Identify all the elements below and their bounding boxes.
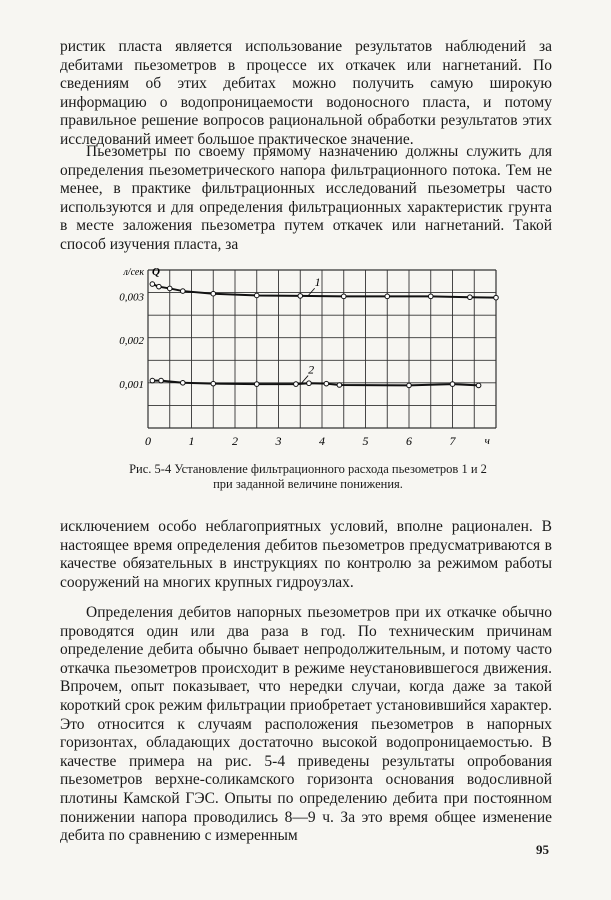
x-tick-label: 0 [145, 434, 151, 448]
series-2-point [324, 381, 329, 386]
figure-caption: Рис. 5-4 Установление фильтрационного расхода пьезометров 1 и 2 при заданной величине понижения. [129, 462, 487, 491]
x-tick-label: 5 [362, 434, 369, 448]
series-2-point [150, 378, 155, 383]
series-1-point [341, 294, 346, 299]
series-1-point [181, 289, 186, 294]
x-tick-label: 2 [232, 434, 238, 448]
series-1-point [157, 284, 162, 289]
figure-5-4-chart [108, 256, 508, 456]
y-unit-label: л/сек [123, 267, 144, 278]
series-1-point [254, 293, 259, 298]
x-tick-label: 7 [449, 434, 456, 448]
series-1-point [167, 286, 172, 291]
series-1-label: 1 [314, 275, 321, 290]
series-2-point [407, 383, 412, 388]
series-2-point [450, 382, 455, 387]
series-1-point [150, 282, 155, 287]
series-2-point [181, 380, 186, 385]
paragraph-3: исключением особо неблагоприятных условий, вполне рационален. В настоящее время определения дебитов пьезометров предусматриваются в качестве обязательных в инструкциях по контролю за режимом работы сооружений на многих крупных гидроузлах. [60, 518, 552, 591]
y-tick-label: 0,002 [119, 335, 144, 348]
series-1-point [494, 295, 499, 300]
series-1-point [211, 291, 216, 296]
series-2-point [294, 382, 299, 387]
paragraph-2: Пьезометры по своему прямому назначению должны служить для определения пьезометрического напора фильтрационного потока. Тем не менее, в практике фильтрационных исследований пьезометры часто используются и для определения фильтрационных характеристик грунта в месте заложения пьезометра путем откачек или нагнетаний. Такой способ изучения пласта, за [60, 143, 552, 253]
x-tick-label: 1 [188, 434, 195, 448]
series-1-point [298, 294, 303, 299]
paragraph-4: Определения дебитов напорных пьезометров при их откачке обычно проводятся один или два раза в год. По техническим причинам определение дебита обычно бывает непродолжительным, и потому часто откачка пьезометров происходит в режиме неустановившегося движения. Впрочем, опыт показывает, что нередки случаи, когда даже за такой короткий срок режим фильтрации приобретает установившийся характер. Это относится к случаям расположения пьезометров в напорных горизонтах, обладающих достаточно высокой водопроницаемостью. В качестве примера на рис. 5-4 приведены результаты опробования пьезометров верхне-соликамского горизонта основания водосливной плотины Камской ГЭС. Опыты по определению дебита при постоянном понижении напора проводились 8—9 ч. За это время общее изменение дебита по сравнению с измеренным [60, 604, 552, 845]
y-axis-label: Q [152, 266, 160, 278]
series-2-point [476, 383, 481, 388]
page-number: 95 [536, 842, 549, 857]
x-unit-label: ч [484, 435, 490, 447]
y-tick-label: 0,003 [119, 291, 144, 304]
x-tick-label: 3 [275, 434, 282, 448]
series-1-point [428, 294, 433, 299]
x-tick-label: 6 [406, 434, 412, 448]
series-1-point [468, 295, 473, 300]
x-tick-label: 4 [319, 434, 325, 448]
y-tick-label: 0,001 [119, 379, 144, 392]
series-2-point [254, 382, 259, 387]
series-2-label: 2 [308, 362, 315, 377]
series-2-point [159, 378, 164, 383]
series-1-line [152, 284, 496, 298]
series-2-point [211, 381, 216, 386]
series-2-point [337, 383, 342, 388]
series-2-point [307, 381, 312, 386]
paragraph-1: ристик пласта является использование результатов наблюдений за дебитами пьезометров в процессе их откачек или нагнетаний. По сведениям об этих дебитах можно получить самую широкую информацию о водопроницаемости водоносного пласта, и потому правильное решение вопросов рациональной обработки результатов этих исследований имеет большое практическое значение. [60, 38, 552, 148]
series-1-point [385, 294, 390, 299]
